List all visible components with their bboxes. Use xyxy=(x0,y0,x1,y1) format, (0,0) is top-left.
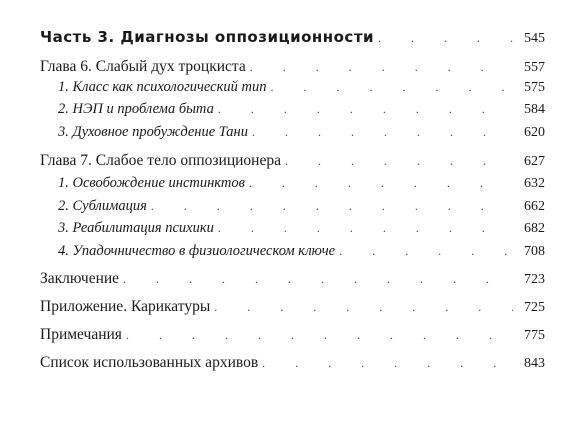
toc-entry-part-3[interactable] xyxy=(40,28,545,47)
toc-entry-chapter-6[interactable] xyxy=(40,58,545,76)
page-number: 725 xyxy=(524,300,545,315)
page-number: 632 xyxy=(524,176,545,191)
section-title: 2. Сублимация xyxy=(58,198,147,214)
toc-entry-section[interactable] xyxy=(58,101,545,118)
toc-entry-section[interactable] xyxy=(58,175,545,192)
page-number: 843 xyxy=(524,356,545,371)
section-title: 1. Освобождение инстинктов xyxy=(58,175,245,191)
dot-leader xyxy=(339,244,513,259)
chapter-title: Список использованных архивов xyxy=(40,354,259,371)
dot-leader xyxy=(262,356,513,371)
page-number: 557 xyxy=(524,60,545,75)
page-number: 775 xyxy=(524,328,545,343)
toc-entry-appendix[interactable] xyxy=(40,298,545,316)
page-number: 584 xyxy=(524,102,545,117)
toc-entry-section[interactable] xyxy=(58,220,545,237)
page-number: 627 xyxy=(524,154,545,169)
dot-leader xyxy=(250,60,513,75)
page-number: 708 xyxy=(524,244,545,259)
dot-leader xyxy=(214,300,513,315)
chapter-title: Заключение xyxy=(40,270,120,287)
page-number: 662 xyxy=(524,199,545,214)
dot-leader xyxy=(218,221,513,236)
section-title: 3. Реабилитация психики xyxy=(58,220,214,236)
page-number: 723 xyxy=(524,272,545,287)
dot-leader xyxy=(285,154,513,169)
page-number: 545 xyxy=(524,31,545,46)
dot-leader xyxy=(249,176,513,191)
toc-entry-section[interactable] xyxy=(58,124,545,141)
page-number: 575 xyxy=(524,80,545,95)
toc-entry-chapter-7[interactable] xyxy=(40,152,545,170)
chapter-title: Примечания xyxy=(40,326,122,343)
dot-leader xyxy=(271,80,514,95)
section-title: 3. Духовное пробуждение Тани xyxy=(58,124,249,140)
section-title: 4. Упадочничество в физиологическом ключе xyxy=(58,243,336,259)
dot-leader xyxy=(218,102,513,117)
chapter-title: Приложение. Карикатуры xyxy=(40,298,211,315)
dot-leader xyxy=(123,272,513,287)
dot-leader xyxy=(151,199,513,214)
toc-entry-section[interactable] xyxy=(58,243,545,260)
dot-leader xyxy=(252,125,513,140)
toc-entry-section[interactable] xyxy=(58,198,545,215)
chapter-title: Глава 6. Слабый дух троцкиста xyxy=(40,58,246,75)
dot-leader xyxy=(378,31,513,46)
section-title: 2. НЭП и проблема быта xyxy=(58,101,214,117)
toc-entry-archives[interactable] xyxy=(40,354,545,372)
section-title: 1. Класс как психологический тип xyxy=(58,79,267,95)
toc-entry-conclusion[interactable] xyxy=(40,270,545,288)
page-number: 620 xyxy=(524,125,545,140)
toc-entry-notes[interactable] xyxy=(40,326,545,344)
toc-entry-section[interactable] xyxy=(58,79,545,96)
part-title: Часть 3. Диагнозы оппозиционности xyxy=(40,28,375,46)
chapter-title: Глава 7. Слабое тело оппозиционера xyxy=(40,152,281,169)
dot-leader xyxy=(126,328,513,343)
page-number: 682 xyxy=(524,221,545,236)
